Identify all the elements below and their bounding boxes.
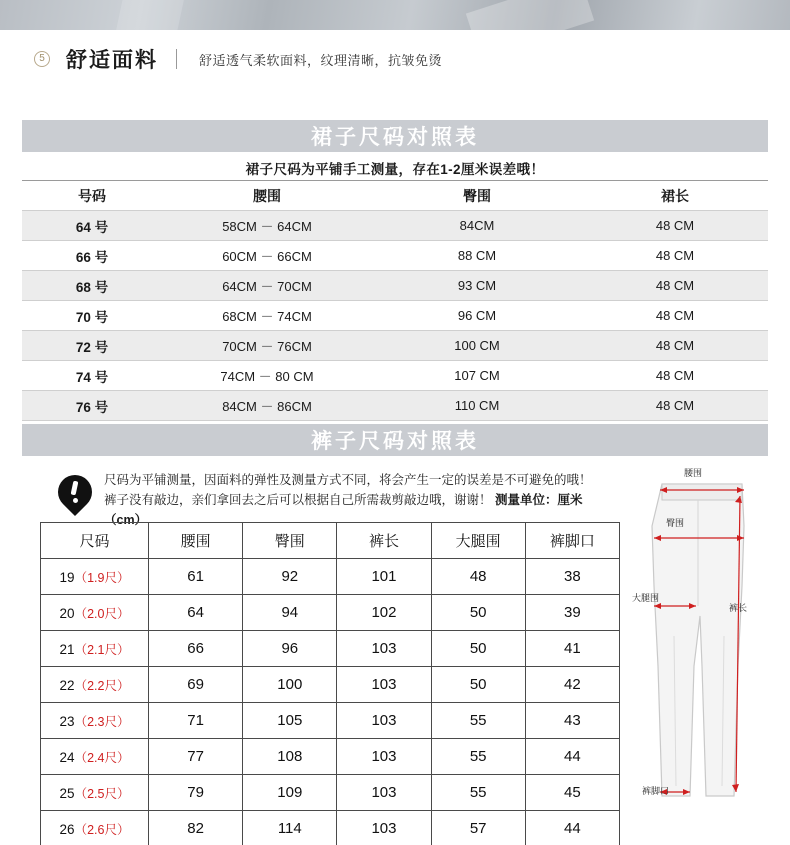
feature-number-badge: 5 — [34, 51, 50, 67]
diagram-label-cuff: 裤脚口 — [642, 786, 670, 796]
fabric-photo-strip — [0, 0, 790, 30]
diagram-label-length: 裤长 — [729, 603, 748, 613]
pants-col-header-0: 尺码 — [41, 523, 149, 559]
skirt-cell-length: 48 CM — [582, 301, 768, 331]
pants-cell-cuff: 43 — [525, 703, 619, 739]
skirt-cell-hip: 88 CM — [372, 241, 582, 271]
table-row — [41, 739, 620, 775]
table-row — [41, 595, 620, 631]
pants-cell-thigh: 55 — [431, 739, 525, 775]
warning-icon — [56, 472, 96, 512]
skirt-cell-size: 66 号 — [22, 241, 162, 271]
pants-cell-thigh: 48 — [431, 559, 525, 595]
pants-cell-length: 103 — [337, 775, 431, 811]
pants-cell-size — [41, 595, 149, 631]
skirt-cell-size: 64 号 — [22, 211, 162, 241]
table-row — [22, 301, 768, 331]
skirt-col-header-3: 裙长 — [582, 181, 768, 211]
skirt-cell-hip: 84CM — [372, 211, 582, 241]
pants-section-title: 裤子尺码对照表 — [311, 428, 479, 453]
pants-cell-length: 102 — [337, 595, 431, 631]
pants-cell-length: 103 — [337, 631, 431, 667]
pants-cell-cuff: 45 — [525, 775, 619, 811]
skirt-col-header-0: 号码 — [22, 181, 162, 211]
skirt-cell-waist: 64CM － 70CM — [162, 271, 372, 301]
table-row — [22, 211, 768, 241]
skirt-cell-waist: 60CM － 66CM — [162, 241, 372, 271]
skirt-subtitle: 裙子尺码为平铺手工测量，存在1-2厘米误差哦！ — [245, 162, 545, 177]
skirt-col-header-1: 腰围 — [162, 181, 372, 211]
table-row — [41, 559, 620, 595]
pants-cell-length: 103 — [337, 703, 431, 739]
pants-cell-length: 103 — [337, 739, 431, 775]
pants-size-number: 19 — [59, 569, 75, 585]
table-row — [41, 631, 620, 667]
fabric-highlight-secondary — [115, 0, 184, 30]
table-row — [22, 331, 768, 361]
pants-col-header-3: 裤长 — [337, 523, 431, 559]
table-row — [22, 241, 768, 271]
pants-cell-cuff: 41 — [525, 631, 619, 667]
pants-cell-hip: 109 — [243, 775, 337, 811]
pants-cell-hip: 96 — [243, 631, 337, 667]
pants-col-header-4: 大腿围 — [431, 523, 525, 559]
skirt-cell-length: 48 CM — [582, 361, 768, 391]
pants-cell-size — [41, 739, 149, 775]
pants-cell-waist: 66 — [149, 631, 243, 667]
table-row — [41, 667, 620, 703]
table-row — [41, 811, 620, 845]
skirt-cell-hip: 107 CM — [372, 361, 582, 391]
pants-cell-waist: 77 — [149, 739, 243, 775]
table-header-row — [41, 523, 620, 559]
pants-cell-waist: 79 — [149, 775, 243, 811]
pants-cell-cuff: 44 — [525, 811, 619, 845]
table-row — [41, 775, 620, 811]
skirt-cell-hip: 100 CM — [372, 331, 582, 361]
pants-measurement-diagram — [632, 466, 772, 816]
table-header-row — [22, 181, 768, 211]
pants-cell-size — [41, 559, 149, 595]
pants-col-header-5: 裤脚口 — [525, 523, 619, 559]
pants-cell-thigh: 55 — [431, 703, 525, 739]
pants-section-header — [22, 424, 768, 456]
feature-heading — [0, 38, 790, 80]
pants-cell-length: 103 — [337, 811, 431, 845]
skirt-cell-size: 68 号 — [22, 271, 162, 301]
pants-cell-hip: 105 — [243, 703, 337, 739]
pants-size-number: 20 — [59, 605, 75, 621]
pants-size-chi: （2.0尺） — [74, 606, 130, 621]
pants-size-chi: （2.6尺） — [74, 822, 130, 837]
pants-size-chi: （2.5尺） — [74, 786, 130, 801]
diagram-label-hip: 臀围 — [666, 518, 685, 528]
skirt-section-header — [22, 120, 768, 152]
skirt-cell-waist: 70CM － 76CM — [162, 331, 372, 361]
pants-cell-size — [41, 703, 149, 739]
pants-cell-waist: 82 — [149, 811, 243, 845]
skirt-cell-size: 70 号 — [22, 301, 162, 331]
feature-description: 舒适透气柔软面料，纹理清晰，抗皱免烫 — [199, 52, 443, 68]
pants-size-chi: （2.1尺） — [74, 642, 130, 657]
pants-col-header-1: 腰围 — [149, 523, 243, 559]
diagram-label-waist: 腰围 — [684, 468, 703, 478]
skirt-section-title: 裙子尺码对照表 — [311, 124, 479, 149]
skirt-cell-waist: 58CM － 64CM — [162, 211, 372, 241]
skirt-col-header-2: 臀围 — [372, 181, 582, 211]
note-line-1: 尺码为平铺测量，因面料的弹性及测量方式不同，将会产生一定的误差是不可避免的哦！ — [104, 473, 592, 487]
pants-cell-thigh: 50 — [431, 595, 525, 631]
fabric-highlight — [466, 0, 594, 30]
pants-cell-waist: 71 — [149, 703, 243, 739]
pants-size-number: 21 — [59, 641, 75, 657]
feature-divider — [176, 49, 177, 69]
feature-title: 舒适面料 — [66, 49, 158, 72]
pants-size-chi: （2.3尺） — [74, 714, 130, 729]
skirt-cell-waist: 68CM － 74CM — [162, 301, 372, 331]
pants-cell-length: 101 — [337, 559, 431, 595]
skirt-cell-length: 48 CM — [582, 211, 768, 241]
pants-cell-thigh: 50 — [431, 631, 525, 667]
skirt-cell-length: 48 CM — [582, 241, 768, 271]
pants-cell-length: 103 — [337, 667, 431, 703]
table-row — [22, 361, 768, 391]
skirt-cell-hip: 93 CM — [372, 271, 582, 301]
skirt-cell-waist: 74CM － 80 CM — [162, 361, 372, 391]
pants-cell-hip: 92 — [243, 559, 337, 595]
pants-size-chi: （2.2尺） — [74, 678, 130, 693]
pants-col-header-2: 臀围 — [243, 523, 337, 559]
table-row — [41, 703, 620, 739]
pants-size-number: 22 — [59, 677, 75, 693]
pants-size-chi: （2.4尺） — [74, 750, 130, 765]
pants-cell-waist: 64 — [149, 595, 243, 631]
pants-cell-hip: 108 — [243, 739, 337, 775]
skirt-cell-length: 48 CM — [582, 391, 768, 421]
pants-cell-size — [41, 775, 149, 811]
note-measure-unit: 测量单位：厘米（cm） — [104, 493, 583, 527]
note-line-2: 裤子没有敲边，亲们拿回去之后可以根据自己所需裁剪敲边哦，谢谢！ — [104, 493, 492, 507]
skirt-cell-waist: 84CM － 86CM — [162, 391, 372, 421]
pants-cell-thigh: 57 — [431, 811, 525, 845]
pants-cell-hip: 100 — [243, 667, 337, 703]
pants-size-number: 25 — [59, 785, 75, 801]
pants-cell-size — [41, 631, 149, 667]
table-row — [22, 271, 768, 301]
skirt-cell-size: 72 号 — [22, 331, 162, 361]
pants-cell-waist: 61 — [149, 559, 243, 595]
pants-cell-cuff: 39 — [525, 595, 619, 631]
pants-cell-cuff: 38 — [525, 559, 619, 595]
pants-cell-cuff: 42 — [525, 667, 619, 703]
skirt-cell-size: 76 号 — [22, 391, 162, 421]
skirt-cell-hip: 110 CM — [372, 391, 582, 421]
pants-measure-note — [56, 470, 616, 530]
pants-size-number: 24 — [59, 749, 75, 765]
table-row — [22, 391, 768, 421]
skirt-size-table — [22, 180, 768, 421]
pants-size-table — [40, 522, 620, 845]
pants-cell-cuff: 44 — [525, 739, 619, 775]
skirt-cell-length: 48 CM — [582, 331, 768, 361]
pants-size-chi: （1.9尺） — [74, 570, 130, 585]
skirt-cell-hip: 96 CM — [372, 301, 582, 331]
pants-cell-hip: 114 — [243, 811, 337, 845]
pants-cell-waist: 69 — [149, 667, 243, 703]
skirt-cell-size: 74 号 — [22, 361, 162, 391]
pants-cell-thigh: 50 — [431, 667, 525, 703]
diagram-label-thigh: 大腿围 — [632, 593, 660, 603]
skirt-cell-length: 48 CM — [582, 271, 768, 301]
pants-size-number: 23 — [59, 713, 75, 729]
pants-cell-hip: 94 — [243, 595, 337, 631]
pants-cell-size — [41, 667, 149, 703]
pants-cell-size — [41, 811, 149, 845]
pants-cell-thigh: 55 — [431, 775, 525, 811]
pants-outline-svg — [632, 466, 772, 816]
pants-size-number: 26 — [59, 821, 75, 837]
